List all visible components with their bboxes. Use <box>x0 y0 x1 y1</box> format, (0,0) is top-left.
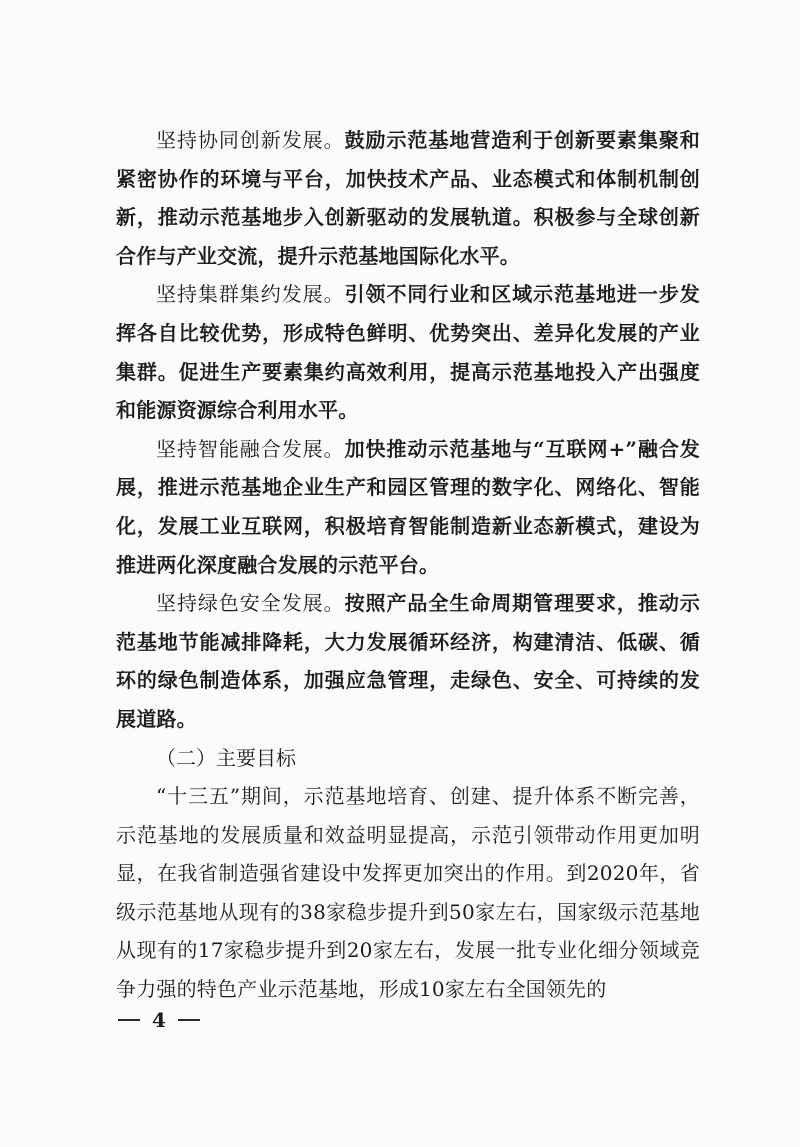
paragraph-lead: 坚持协同创新发展。 <box>156 128 345 152</box>
paragraph-body: 鼓励示范基地营造利于创新要素集聚和紧密协作的环境与平台，加快技术产品、业态模式和体制机制创新，推动示范基地步入创新驱动的发展轨道。积极参与全球创新合作与产业交流，提升示范基地国际化水平。 <box>116 128 700 268</box>
document-body <box>116 121 700 1009</box>
page-number: 4 <box>152 1008 166 1032</box>
paragraph-main-goals: “十三五”期间，示范基地培育、创建、提升体系不断完善，示范基地的发展质量和效益明显提高，示范引领带动作用更加明显，在我省制造强省建设中发挥更加突出的作用。到2020年，省级示范基地从现有的38家稳步提升到50家左右，国家级示范基地从现有的17家稳步提升到20家左右，发展一批专业化细分领域竞争力强的特色产业示范基地，形成10家左右全国领先的 <box>116 784 700 1002</box>
paragraph-green-safe <box>116 584 700 738</box>
paragraph-smart-integration <box>116 430 700 584</box>
paragraph-lead: 坚持集群集约发展。 <box>156 282 345 307</box>
footer-dash-right <box>178 1019 200 1021</box>
paragraph-lead: 坚持绿色安全发展。 <box>156 591 345 616</box>
paragraph-body: 按照产品全生命周期管理要求，推动示范基地节能减排降耗，大力发展循环经济，构建清洁、低碳、循环的绿色制造体系，加强应急管理，走绿色、安全、可持续的发展道路。 <box>116 591 700 731</box>
paragraph-collaborative-innovation <box>116 121 700 275</box>
paragraph-lead: 坚持智能融合发展。 <box>156 436 345 461</box>
paragraph-cluster-intensive <box>116 275 700 429</box>
page-footer <box>118 1008 200 1032</box>
section-heading: （二）主要目标 <box>156 745 296 770</box>
footer-dash-left <box>118 1019 140 1021</box>
paragraph-body: 引领不同行业和区域示范基地进一步发挥各自比较优势，形成特色鲜明、优势突出、差异化发展的产业集群。促进生产要素集约高效利用，提高示范基地投入产出强度和能源资源综合利用水平。 <box>116 282 700 423</box>
paragraph-body: 加快推动示范基地与“互联网+”融合发展，推进示范基地企业生产和园区管理的数字化、网络化、智能化，发展工业互联网，积极培育智能制造新业态新模式，建设为推进两化深度融合发展的示范平台。 <box>116 436 700 577</box>
